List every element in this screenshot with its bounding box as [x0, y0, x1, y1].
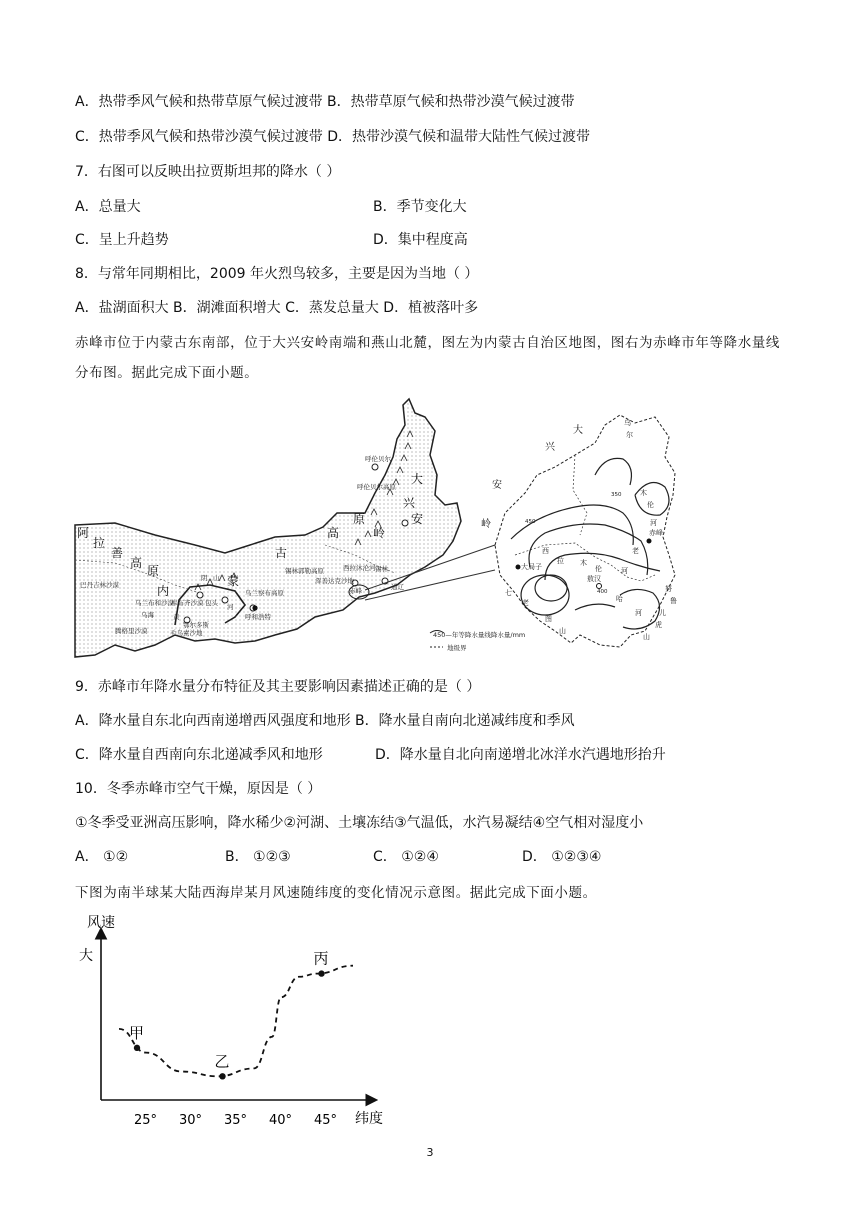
- map-label-r-he3: 河: [635, 609, 642, 617]
- q7-option-c: C．呈上升趋势: [75, 232, 169, 248]
- data-point-0: [134, 1045, 140, 1051]
- q8-stem: 8．与常年同期相比，2009 年火烈鸟较多，主要是因为当地（ ）: [75, 266, 479, 282]
- data-point-label: 丙: [313, 949, 329, 968]
- q6-options-line2: C．热带季风气候和热带沙漠气候过渡带 D．热带沙漠气候和温带大陆性气候过渡带: [75, 129, 591, 145]
- map-label-r-xi: 西: [542, 547, 549, 555]
- map-label-yuan2: 原: [353, 512, 366, 526]
- chifeng-boundary: [495, 415, 675, 647]
- intro-paragraph-chifeng: 赤峰市位于内蒙古东南部，位于大兴安岭南端和燕山北麓，图左为内蒙古自治区地图，图右为赤峰市年等降水量线分布图。据此完成下面小题。: [75, 335, 780, 381]
- map-label-gu: 古: [275, 546, 288, 560]
- labeled-points: [129, 950, 329, 1080]
- q6-options-line1: A．热带季风气候和热带草原气候过渡带 B．热带草原气候和热带沙漠气候过渡带: [75, 94, 575, 110]
- data-point-label: 甲: [129, 1023, 145, 1042]
- map-label-hulunbuir: 呼伦贝尔: [365, 455, 391, 463]
- q10-option-c: C． ①②④: [373, 849, 439, 865]
- aohan-marker: [597, 584, 602, 589]
- map-label-xilingol: 锡林郭勒高原: [285, 567, 324, 575]
- q9-options-line1: A．降水量自东北向西南递增西风强度和地形 B．降水量自南向北递减纬度和季风: [75, 713, 575, 729]
- intro-paragraph-wind: 下图为南半球某大陆西海岸某月风速随纬度的变化情况示意图。据此完成下面小题。: [75, 885, 597, 901]
- q9-option-d: D．降水量自北向南递增北冰洋水汽遇地形抬升: [375, 747, 666, 763]
- map-label-r-dajuzi: 大局子: [521, 563, 542, 571]
- q10-option-d: D． ①②③④: [522, 849, 602, 865]
- map-label-r-he2: 河: [621, 567, 628, 575]
- map-label-mu-us: 毛乌素沙地: [170, 629, 203, 637]
- map-label-xilin: 锡林: [375, 565, 388, 573]
- chifeng-city-marker: [647, 539, 652, 544]
- q7-option-d: D．集中程度高: [373, 232, 468, 248]
- x-tick-label: 25°: [134, 1113, 158, 1128]
- map-label-r-ha: 哈: [616, 595, 623, 603]
- q9-option-c: C．降水量自西南向东北递减季风和地形: [75, 747, 323, 763]
- q10-stem: 10．冬季赤峰市空气干燥，原因是（ ）: [75, 781, 322, 797]
- map-label-shan: 善: [111, 546, 124, 560]
- map-label-kubuqi: 库布齐沙漠: [171, 599, 204, 607]
- q8-options: A．盐湖面积大 B．湖滩面积增大 C．蒸发总量大 D．植被落叶多: [75, 300, 479, 316]
- right-map-small-labels: [505, 418, 677, 641]
- map-label-nei: 内: [157, 584, 170, 598]
- map-label-he: 河: [227, 603, 234, 611]
- y-axis-label: 风速: [87, 915, 115, 931]
- map-label-wuhai: 乌海: [141, 611, 154, 619]
- map-label-r-he: 河: [650, 519, 657, 527]
- map-label-r-nu: 努: [665, 585, 672, 593]
- map-label-yuan: 原: [147, 564, 160, 578]
- map-label-r-wu: 乌: [624, 419, 631, 427]
- legend-boundary-label: 地级界: [447, 644, 467, 652]
- q9-stem: 9．赤峰市年降水量分布特征及其主要影响因素描述正确的是（ ）: [75, 679, 481, 695]
- map-label-shan2: 山: [213, 574, 220, 582]
- map-label-r-qi: 七: [505, 589, 512, 597]
- map-label-xing: 兴: [403, 496, 416, 510]
- capital-marker: [252, 605, 257, 610]
- map-label-r-lun: 伦: [647, 501, 654, 509]
- map-label-r-hu: 虎: [655, 621, 662, 629]
- x-tick-labels: [134, 1113, 337, 1128]
- inner-mongolia-map-figure: [75, 395, 790, 663]
- map-label-baotou: 包头: [205, 599, 218, 607]
- isohyet-350: 350: [611, 492, 622, 498]
- data-point-2: [318, 970, 324, 976]
- x-tick-label: 30°: [179, 1113, 203, 1128]
- data-point-label: 乙: [214, 1052, 230, 1071]
- map-label-r-chifeng: 赤峰: [649, 529, 663, 537]
- map-label-r-da: 大: [573, 425, 583, 436]
- right-map-labels: [481, 423, 583, 530]
- chart-svg: [75, 912, 395, 1128]
- map-label-r-shan2: 山: [643, 633, 650, 641]
- q7-option-a: A．总量大: [75, 199, 141, 215]
- map-label-r-er2: 儿: [659, 609, 666, 617]
- map-label-da: 大: [411, 472, 424, 486]
- y-axis-top-label: 大: [79, 948, 93, 964]
- map-label-r-lu: 鲁: [670, 597, 677, 605]
- q10-option-a: A． ①②: [75, 849, 129, 865]
- q10-items: ①冬季受亚洲高压影响，降水稀少②河湖、土壤冻结③气温低，水汽易凝结④空气相对湿度小: [75, 815, 644, 831]
- legend-isohyet-label: 450—年等降水量线降水量/mm: [433, 631, 526, 639]
- x-tick-label: 35°: [224, 1113, 248, 1128]
- map-label-r-mu: 木: [640, 489, 647, 497]
- map-label-badain-jaran: 巴丹吉林沙漠: [80, 581, 119, 589]
- map-label-r-la: 拉: [557, 557, 564, 565]
- isohyet-400: 400: [597, 589, 608, 595]
- map-label-chifeng: 赤峰: [349, 587, 362, 595]
- map-label-r-lao2: 老: [522, 599, 529, 607]
- x-tick-label: 40°: [269, 1113, 293, 1128]
- map-label-r-xing: 兴: [545, 442, 555, 453]
- map-label-r-tu: 图: [545, 615, 552, 623]
- map-label-r-er: 尔: [626, 431, 633, 439]
- q10-option-b: B． ①②③: [225, 849, 291, 865]
- map-label-la: 拉: [93, 536, 106, 550]
- map-label-meng: 蒙: [227, 574, 240, 588]
- map-label-r-lun2: 伦: [595, 565, 602, 573]
- map-label-yin: 阴: [201, 574, 208, 582]
- map-label-r-ling: 岭: [481, 519, 491, 530]
- map-label-ulanqab: 乌兰察布高原: [245, 589, 284, 597]
- map-label-hohhot: 呼和浩特: [245, 613, 271, 621]
- map-label-huang: 黄: [173, 613, 180, 621]
- q7-stem: 7．右图可以反映出拉贾斯坦邦的降水（ ）: [75, 164, 341, 180]
- wind-speed-curve: [119, 966, 353, 1077]
- map-label-tongliao: 通辽: [391, 583, 404, 591]
- isohyet-450: 450: [525, 519, 536, 525]
- q7-option-b: B．季节变化大: [373, 199, 467, 215]
- map-label-gao: 高: [130, 556, 143, 570]
- map-label-ling: 岭: [373, 526, 386, 540]
- map-legend: [430, 630, 525, 652]
- map-label-tengger: 腾格里沙漠: [115, 627, 148, 635]
- dajuzi-marker: [516, 565, 521, 570]
- map-svg: [75, 395, 790, 663]
- map-label-r-lao: 老: [632, 547, 639, 555]
- page-number: 3: [426, 1146, 434, 1159]
- map-label-hulunbuir-plateau: 呼伦贝尔高原: [357, 483, 396, 491]
- map-label-xar-moron: 西拉沐沦河: [343, 564, 376, 572]
- map-label-a: 阿: [77, 526, 90, 540]
- map-label-ulan-buh: 乌兰布和沙漠: [135, 599, 174, 607]
- map-label-an: 安: [411, 512, 424, 526]
- x-axis-label: 纬度: [355, 1111, 383, 1127]
- map-label-r-shan: 山: [559, 627, 566, 635]
- map-label-otindag: 浑善达克沙地: [315, 577, 354, 585]
- x-tick-label: 45°: [314, 1113, 338, 1128]
- wind-speed-chart: [75, 912, 395, 1128]
- isohyet-lines: [511, 458, 669, 629]
- data-point-1: [219, 1073, 225, 1079]
- map-label-gao2: 高: [327, 526, 340, 540]
- map-label-r-aohan: 敖汉: [587, 575, 601, 583]
- map-label-ordos: 鄂尔多斯: [183, 621, 209, 629]
- map-label-r-an: 安: [492, 480, 502, 491]
- map-label-r-mu2: 木: [580, 559, 587, 567]
